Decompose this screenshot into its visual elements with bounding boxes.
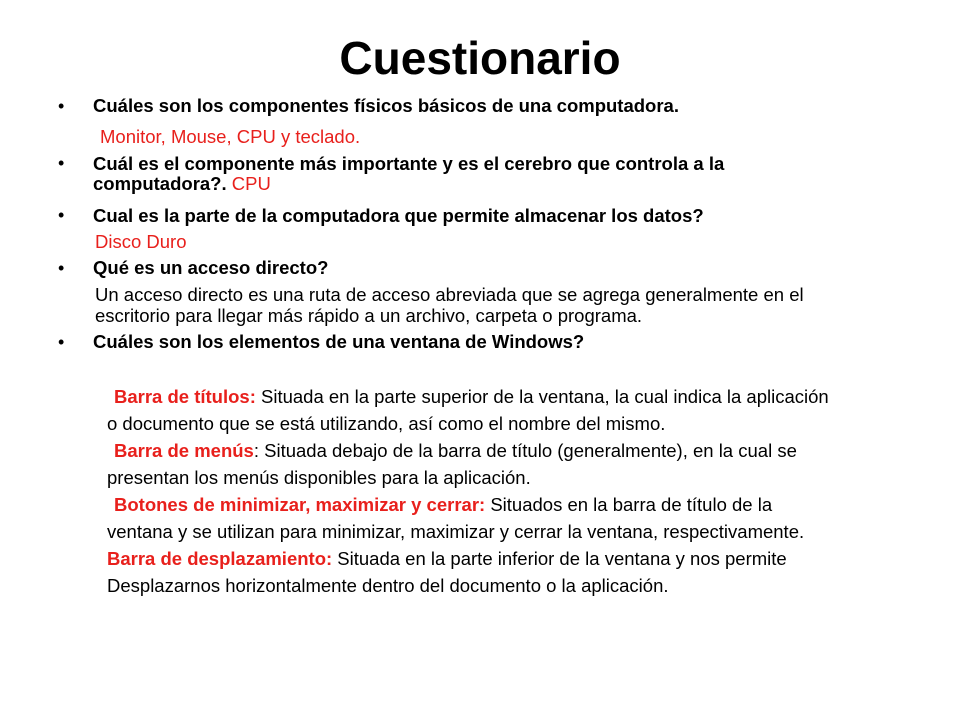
question-2-line-1: Cuál es el componente más importante y es el cerebro que controla a la bbox=[93, 153, 725, 174]
question-2-text: computadora?. bbox=[93, 173, 232, 194]
question-3: Cual es la parte de la computadora que permite almacenar los datos? bbox=[93, 205, 704, 226]
answer-3: Disco Duro bbox=[95, 231, 187, 252]
window-part-1-term: Barra de títulos: bbox=[114, 386, 256, 407]
question-1: Cuáles son los componentes físicos básicos de una computadora. bbox=[93, 95, 679, 116]
window-part-2-line-2: presentan los menús disponibles para la aplicación. bbox=[107, 467, 531, 488]
question-5: Cuáles son los elementos de una ventana de Windows? bbox=[93, 331, 585, 352]
bullet-dot: • bbox=[58, 205, 65, 225]
window-part-3-line-1 bbox=[114, 494, 944, 516]
answer-1: Monitor, Mouse, CPU y teclado. bbox=[100, 126, 361, 147]
question-4: Qué es un acceso directo? bbox=[93, 257, 329, 278]
answer-4-line-1: Un acceso directo es una ruta de acceso abreviada que se agrega generalmente en el bbox=[95, 284, 804, 305]
bullet-dot: • bbox=[58, 332, 65, 352]
answer-2: CPU bbox=[231, 173, 271, 194]
question-2-line-2 bbox=[93, 174, 893, 194]
window-part-3-term: Botones de minimizar, maximizar y cerrar: bbox=[114, 494, 486, 515]
slide-title: Cuestionario bbox=[339, 32, 621, 84]
answer-4-line-2: escritorio para llegar más rápido a un archivo, carpeta o programa. bbox=[95, 305, 643, 326]
window-part-1-line-1 bbox=[114, 386, 944, 408]
window-part-2-text: : Situada debajo de la barra de título (generalmente), en la cual se bbox=[253, 440, 797, 461]
bullet-dot: • bbox=[58, 96, 65, 116]
window-part-4-line-2: Desplazarnos horizontalmente dentro del documento o la aplicación. bbox=[107, 575, 669, 596]
window-part-1-line-2: o documento que se está utilizando, así como el nombre del mismo. bbox=[107, 413, 666, 434]
window-part-3-line-2: ventana y se utilizan para minimizar, maximizar y cerrar la ventana, respectivamente. bbox=[107, 521, 805, 542]
window-part-2-term: Barra de menús bbox=[114, 440, 254, 461]
bullet-dot: • bbox=[58, 153, 65, 173]
window-part-1-text: Situada en la parte superior de la ventana, la cual indica la aplicación bbox=[255, 386, 829, 407]
bullet-dot: • bbox=[58, 258, 65, 278]
window-part-4-line-1 bbox=[107, 548, 937, 570]
window-part-4-term: Barra de desplazamiento: bbox=[107, 548, 333, 569]
window-part-3-text: Situados en la barra de título de la bbox=[485, 494, 773, 515]
window-part-2-line-1 bbox=[114, 440, 944, 462]
window-part-4-text: Situada en la parte inferior de la ventana y nos permite bbox=[332, 548, 787, 569]
